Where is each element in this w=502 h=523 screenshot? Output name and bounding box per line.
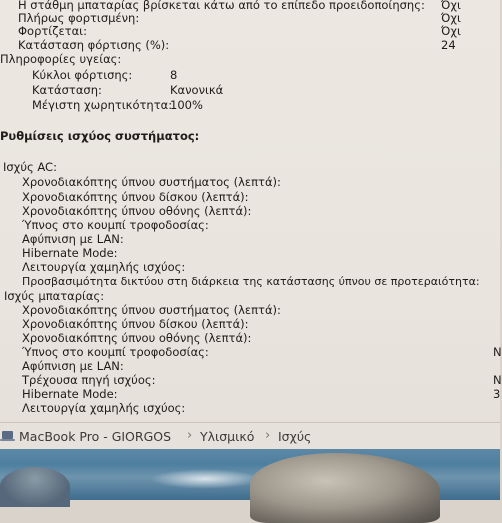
row-label: Hibernate Mode:: [22, 246, 118, 260]
breadcrumb-device[interactable]: MacBook Pro - GIORGOS: [19, 429, 172, 444]
section-label: Πληροφορίες υγείας:: [0, 52, 122, 66]
row-label: Χρονοδιακόπτης ύπνου συστήματος (λεπτά):: [22, 175, 281, 189]
row-value: N: [493, 345, 502, 359]
row-value: 24: [441, 38, 456, 52]
chevron-right-icon: ›: [187, 428, 193, 443]
row-label: Χρονοδιακόπτης ύπνου δίσκου (λεπτά):: [22, 317, 249, 331]
laptop-icon: [2, 431, 13, 439]
row-value: Όχι: [441, 11, 461, 25]
row-label: Αφύπνιση με LAN:: [22, 232, 124, 246]
row-label: Κατάσταση φόρτισης (%):: [18, 38, 170, 52]
desktop-wallpaper: [0, 449, 500, 500]
breadcrumb-page[interactable]: Ισχύς: [278, 429, 312, 444]
section-label: Ισχύς AC:: [3, 160, 57, 174]
path-bar: [0, 422, 500, 449]
section-label: Ισχύς μπαταρίας:: [4, 289, 105, 303]
row-label: Χρονοδιακόπτης ύπνου οθόνης (λεπτά):: [22, 331, 252, 345]
breadcrumb-section[interactable]: Υλισμικό: [200, 429, 255, 444]
section-heading-label: Ρυθμίσεις ισχύος συστήματος:: [0, 129, 200, 143]
row-value: N: [493, 373, 502, 387]
row-value: 8: [170, 68, 178, 82]
row-value: 3: [493, 387, 501, 401]
row-label: Χρονοδιακόπτης ύπνου οθόνης (λεπτά):: [22, 204, 252, 218]
row-label: Κύκλοι φόρτισης:: [32, 68, 133, 82]
row-label: Ύπνος στο κουμπί τροφοδοσίας:: [22, 345, 209, 359]
row-label: Λειτουργία χαμηλής ισχύος:: [22, 260, 186, 274]
row-label: Ύπνος στο κουμπί τροφοδοσίας:: [22, 218, 209, 232]
row-label: Πλήρως φορτισμένη:: [18, 11, 140, 25]
row-label: Προσβασιμότητα δικτύου στη διάρκεια της κατάστασης ύπνου σε προτεραιότητα:: [22, 275, 480, 288]
row-label: Χρονοδιακόπτης ύπνου δίσκου (λεπτά):: [22, 190, 249, 204]
wallpaper-rock-left: [0, 467, 70, 507]
row-label: Hibernate Mode:: [22, 387, 118, 401]
row-value: 100%: [170, 98, 203, 112]
row-label: Φορτίζεται:: [18, 24, 87, 38]
wallpaper-rock: [250, 453, 440, 523]
row-value: Όχι: [441, 0, 461, 12]
row-label: Αφύπνιση με LAN:: [22, 359, 124, 373]
chevron-right-icon: ›: [265, 428, 271, 443]
row-label: Τρέχουσα πηγή ισχύος:: [22, 373, 156, 387]
row-label: Χρονοδιακόπτης ύπνου συστήματος (λεπτά):: [22, 303, 281, 317]
wallpaper-foam: [150, 469, 260, 489]
row-value: Όχι: [441, 24, 461, 38]
row-value: Κανονικά: [170, 83, 224, 97]
row-label: Κατάσταση:: [32, 83, 102, 97]
row-label: Η στάθμη μπαταρίας βρίσκεται κάτω από το επίπεδο προειδοποίησης:: [18, 0, 425, 12]
row-label: Μέγιστη χωρητικότητα:: [32, 98, 173, 112]
row-label: Λειτουργία χαμηλής ισχύος:: [22, 401, 186, 415]
